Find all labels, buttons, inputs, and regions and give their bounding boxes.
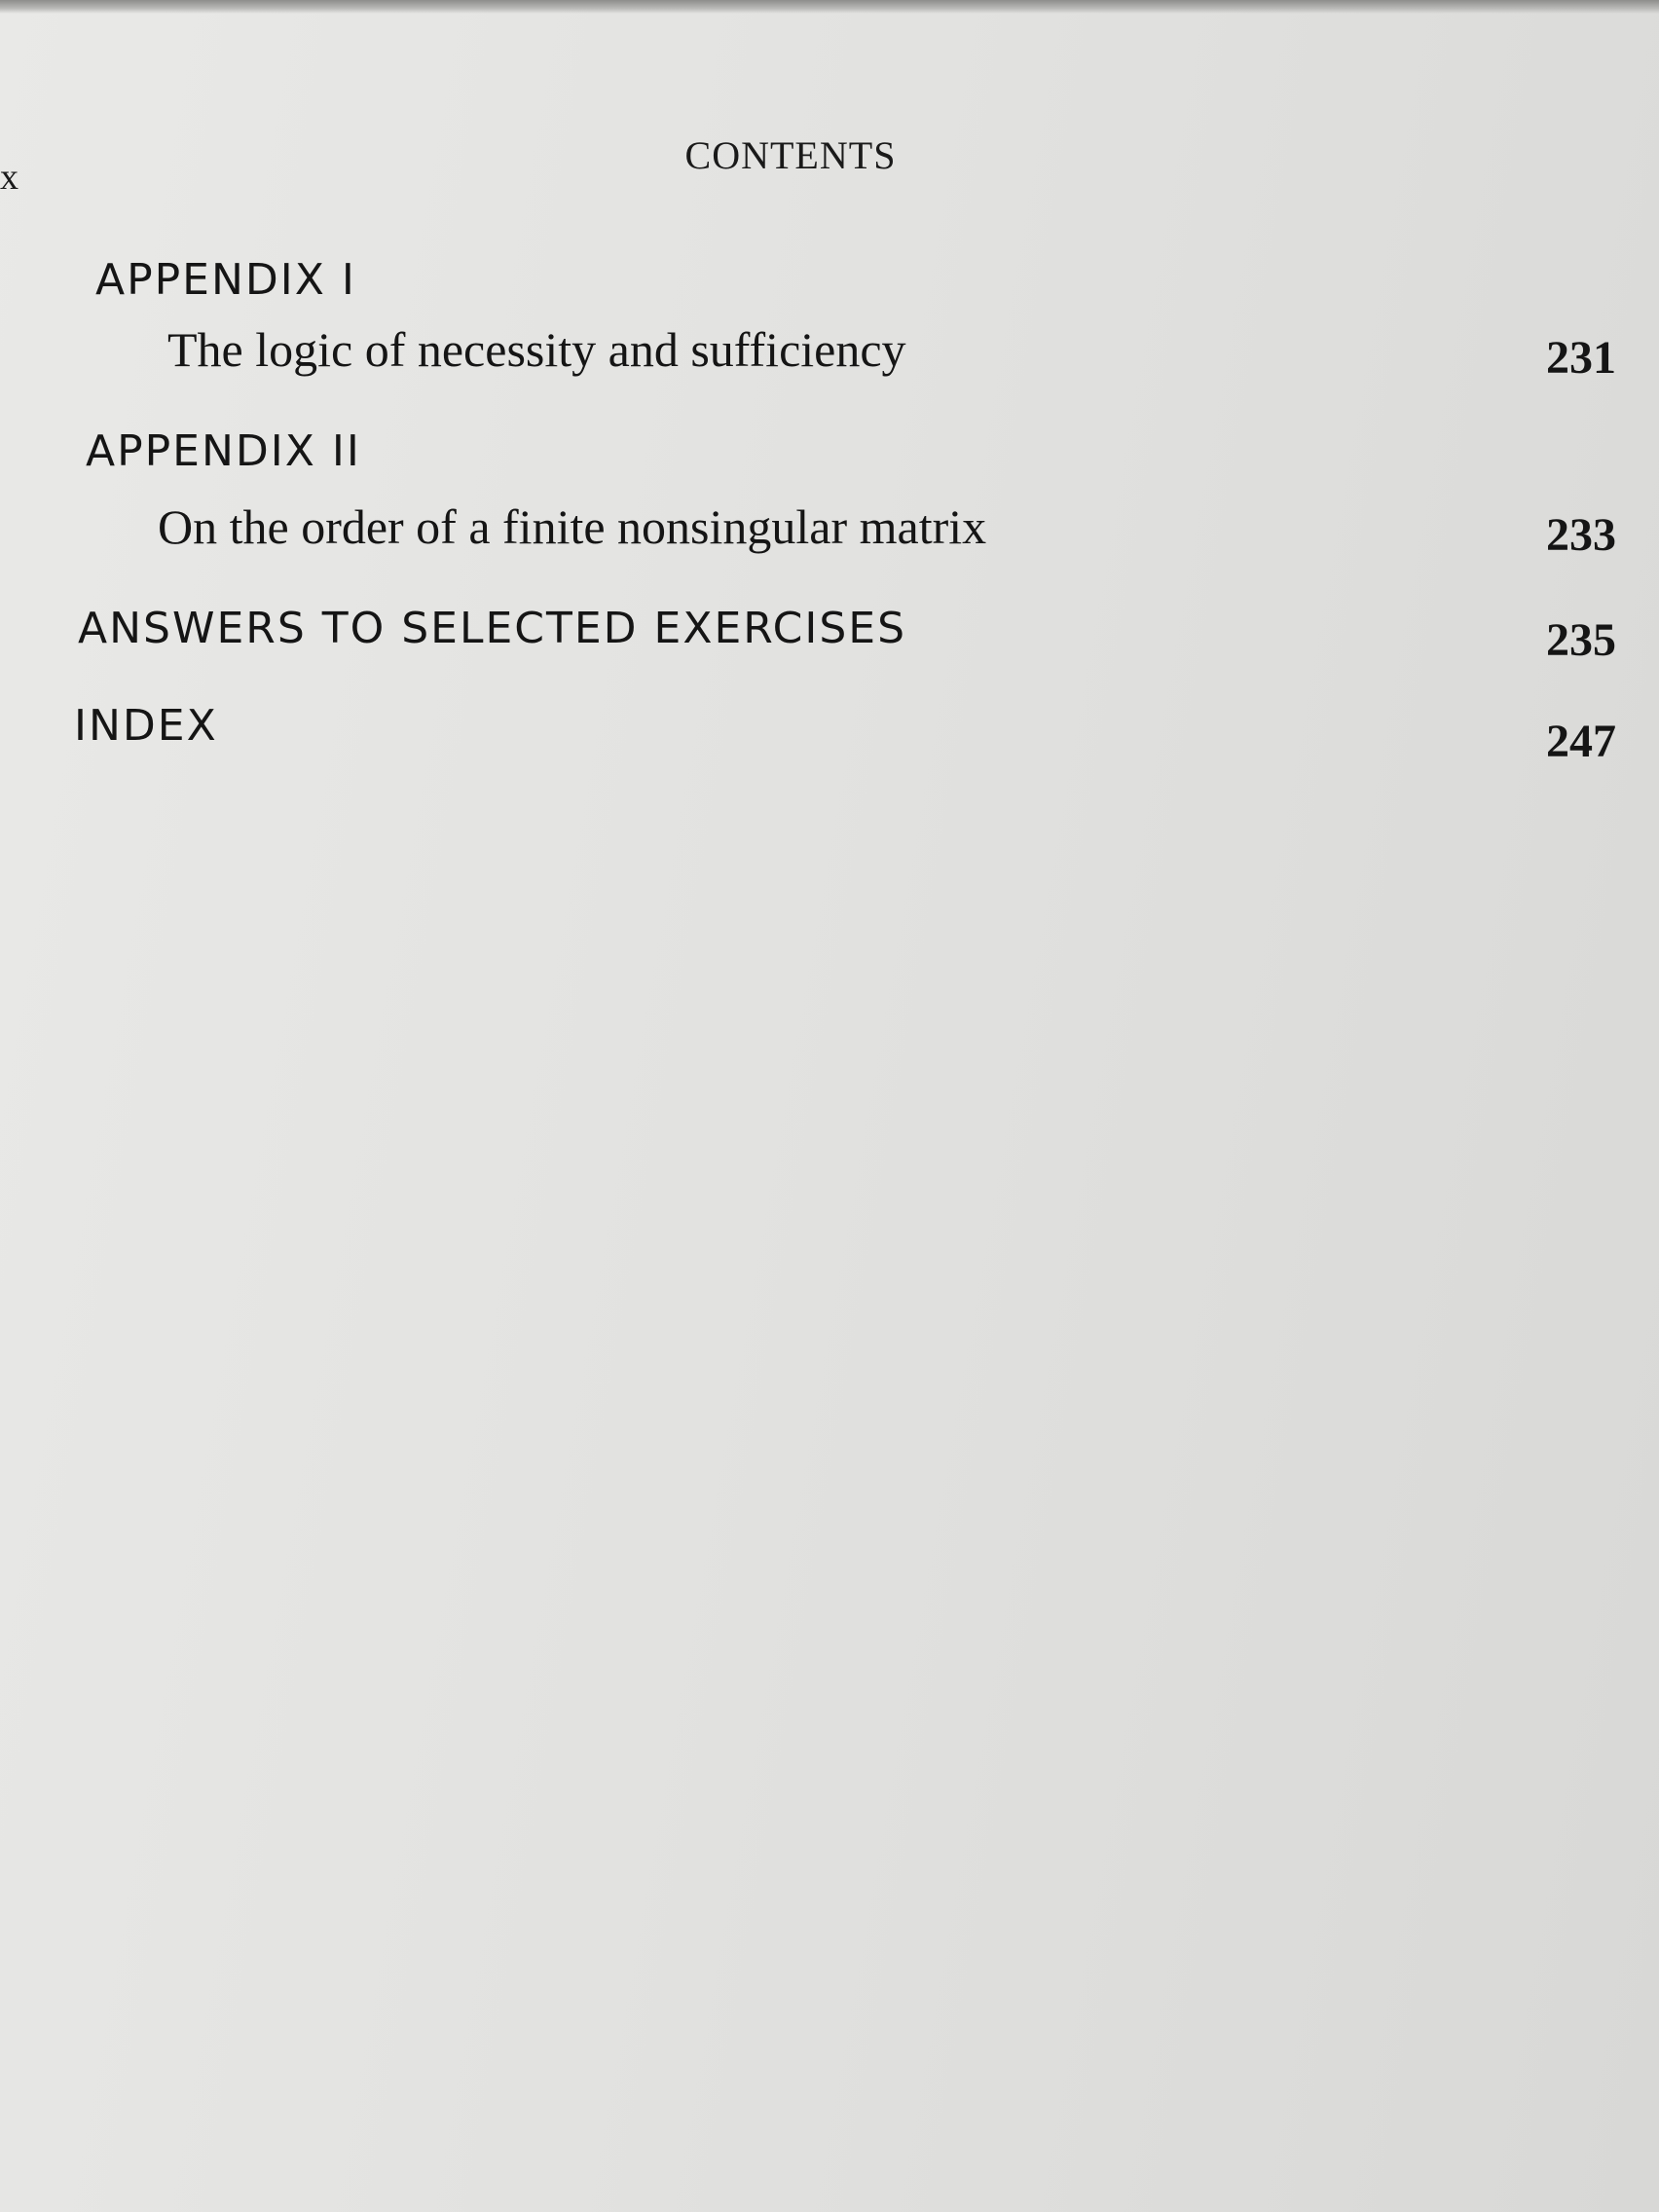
appendix-1-title: The logic of necessity and sufficiency <box>167 322 906 377</box>
page-top-edge <box>0 0 1659 14</box>
appendix-1-heading: APPENDIX I <box>95 255 356 305</box>
page-number: x <box>0 157 18 198</box>
index-page: 247 <box>1546 716 1616 767</box>
answers-page: 235 <box>1546 614 1616 666</box>
index-heading: INDEX <box>74 701 218 751</box>
appendix-2-heading: APPENDIX II <box>86 426 361 476</box>
answers-heading: ANSWERS TO SELECTED EXERCISES <box>78 604 907 653</box>
appendix-2-title: On the order of a finite nonsingular matrix <box>158 499 987 554</box>
running-head: CONTENTS <box>684 133 897 177</box>
appendix-2-page: 233 <box>1546 509 1616 561</box>
appendix-1-page: 231 <box>1546 332 1616 384</box>
